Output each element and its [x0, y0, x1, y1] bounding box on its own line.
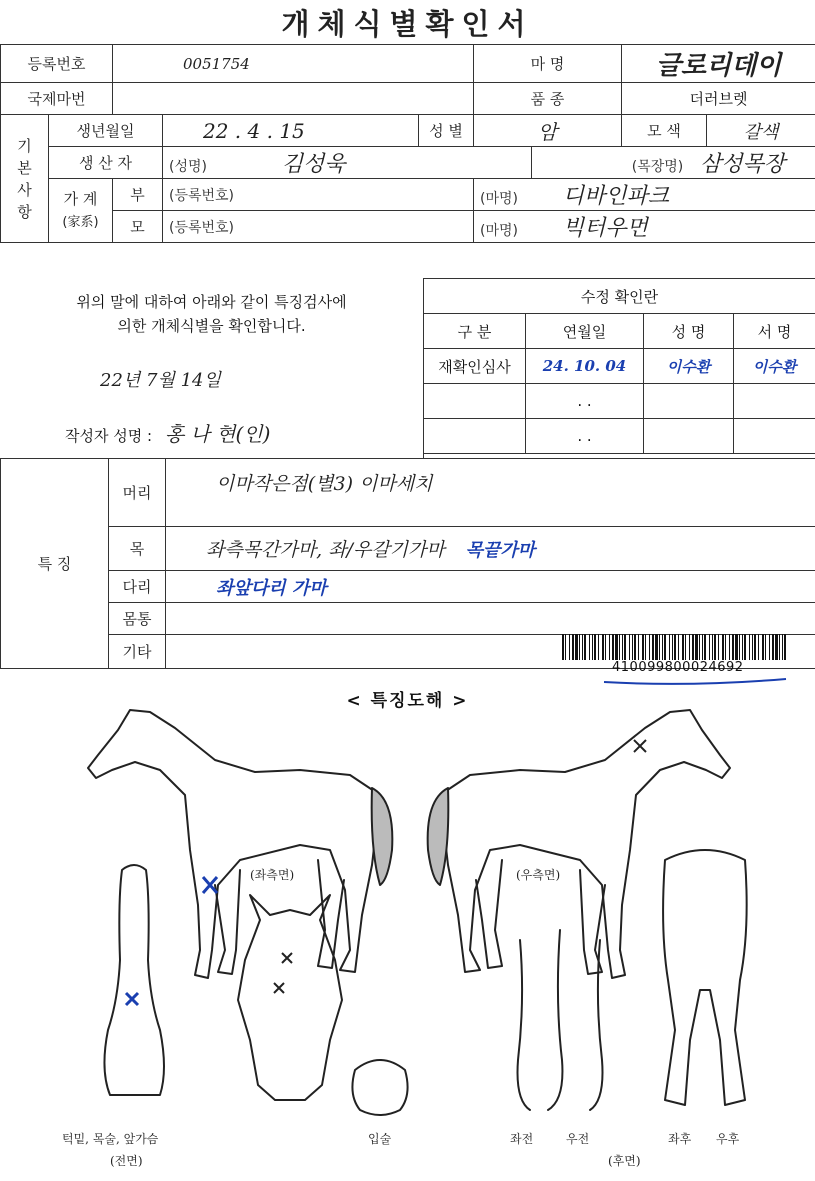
sire-name-label: (마명): [480, 191, 518, 207]
feature-part-head: 머리: [109, 459, 166, 527]
birth-date-label: 생년월일: [49, 115, 163, 147]
horse-diagram: [0, 700, 815, 1170]
barcode-bar: [775, 634, 778, 660]
barcode-bar: [735, 634, 738, 660]
hind-left-caption: 좌후: [668, 1132, 692, 1146]
pedigree-hanja: (家系): [62, 214, 99, 230]
revision-cell: [734, 384, 815, 419]
feature-part-leg: 다리: [109, 571, 166, 603]
feature-text-body: [166, 603, 815, 635]
features-label: 특 징: [1, 459, 109, 669]
birth-date-value: 22 . 4 . 15: [163, 115, 419, 147]
basic-info-label: 기 본 사 항: [1, 115, 49, 243]
declaration-date: 22년 7월 14일: [100, 370, 221, 391]
barcode-bar: [752, 634, 753, 660]
barcode-bar: [779, 634, 780, 660]
barcode-bar: [584, 634, 586, 660]
barcode-bar: [575, 634, 578, 660]
feature-text-head: 이마작은점(별3) 이마세치: [166, 459, 815, 527]
barcode-bar: [615, 634, 618, 660]
barcode-bar: [772, 634, 774, 660]
revision-cell: . .: [526, 384, 644, 419]
lips-caption: 입술: [368, 1132, 392, 1146]
dam-name-label: (마명): [480, 223, 518, 239]
barcode-bar: [699, 634, 700, 660]
declaration-section: [0, 278, 424, 458]
declaration-line-2: 의한 개체식별을 확인합니다.: [117, 317, 306, 335]
horse-name-label: 마 명: [474, 45, 622, 83]
front-view-caption: 턱밑, 목술, 앞가슴: [62, 1132, 159, 1146]
pedigree-label: [49, 179, 113, 243]
barcode-bar: [605, 634, 606, 660]
front-right-caption: 우전: [566, 1132, 590, 1146]
feature-blue-neck: 목끝가마: [465, 540, 536, 561]
barcode-bar: [652, 634, 654, 660]
barcode-bar: [784, 634, 786, 660]
barcode-bar: [732, 634, 734, 660]
reg-no-label: 등록번호: [1, 45, 113, 83]
barcode-bar: [602, 634, 604, 660]
revision-header: 수정 확인란: [424, 279, 815, 314]
revision-cell: 재확인심사: [424, 349, 526, 384]
barcode-bar: [714, 634, 716, 660]
barcode-bar: [619, 634, 620, 660]
sex-value: 암: [474, 115, 622, 147]
revision-cell: 이수환: [644, 349, 734, 384]
sire-name-value: 디바인파크: [562, 184, 670, 209]
dam-label: 모: [113, 211, 163, 243]
declaration-line-1: 위의 말에 대하여 아래와 같이 특징검사에: [76, 293, 347, 311]
lips-outline: [352, 1060, 407, 1115]
barcode-bar: [572, 634, 574, 660]
revision-col-type: 구 분: [424, 314, 526, 349]
breeder-name-label: (성명): [169, 159, 207, 175]
reg-no-value: 0051754: [113, 45, 474, 83]
revision-table: [423, 278, 815, 454]
revision-cell: . .: [526, 419, 644, 454]
left-side-horse-tail: [372, 788, 393, 885]
barcode-bar: [742, 634, 743, 660]
barcode-bar: [712, 634, 713, 660]
horse-name-value: 글로리데이: [622, 45, 815, 83]
farm-name-value: 삼성목장: [700, 152, 786, 177]
barcode-bar: [582, 634, 583, 660]
sex-label: 성 별: [419, 115, 474, 147]
barcode-bar: [632, 634, 633, 660]
feature-part-body: 몸통: [109, 603, 166, 635]
barcode-bar: [655, 634, 658, 660]
barcode-bar: [709, 634, 710, 660]
breeder-name-value: 김성욱: [281, 152, 346, 177]
barcode-bar: [739, 634, 740, 660]
front-legs-outline: [518, 930, 603, 1110]
barcode-bar: [579, 634, 580, 660]
barcode-bar: [695, 634, 698, 660]
feature-blue-leg: 좌앞다리 가마: [216, 577, 327, 599]
barcode-bar: [762, 634, 764, 660]
barcode-bar: [704, 634, 706, 660]
barcode-bar: [569, 634, 570, 660]
barcode-bar: [722, 634, 724, 660]
sire-label: 부: [113, 179, 163, 211]
right-side-caption: (우측면): [516, 868, 561, 882]
document-title: 개체식별확인서: [281, 7, 534, 41]
barcode-bar: [729, 634, 730, 660]
revision-cell: [424, 419, 526, 454]
front-view-subcaption: (전면): [110, 1154, 143, 1168]
barcode-bar: [612, 634, 614, 660]
barcode-bar: [782, 634, 783, 660]
hind-right-caption: 우후: [716, 1132, 740, 1146]
barcode-bar: [689, 634, 690, 660]
barcode: [562, 634, 790, 660]
barcode-bar: [609, 634, 610, 660]
barcode-bar: [692, 634, 694, 660]
revision-cell: [644, 419, 734, 454]
breed-value: 더러브렛: [622, 83, 815, 115]
barcode-bar: [672, 634, 673, 660]
rear-view-outline: [663, 850, 747, 1105]
barcode-bar: [702, 634, 703, 660]
diagram-title: < 특징도해 >: [346, 691, 469, 711]
revision-cell: 이수환: [734, 349, 815, 384]
barcode-bar: [682, 634, 684, 660]
intl-no-value: [113, 83, 474, 115]
barcode-bar: [664, 634, 666, 660]
barcode-bar: [674, 634, 676, 660]
barcode-bar: [634, 634, 636, 660]
feature-part-neck: 목: [109, 527, 166, 571]
barcode-bar: [669, 634, 670, 660]
barcode-bar: [629, 634, 630, 660]
barcode-bar: [749, 634, 750, 660]
rear-view-caption: (후면): [608, 1154, 641, 1168]
barcode-bar: [769, 634, 770, 660]
barcode-bar: [718, 634, 719, 660]
left-side-caption: (좌측면): [250, 868, 295, 882]
revision-cell: [734, 419, 815, 454]
barcode-bar: [592, 634, 593, 660]
dam-reg-label: (등록번호): [169, 219, 235, 236]
barcode-bar: [598, 634, 599, 660]
coat-value: 갈색: [707, 115, 815, 147]
barcode-bar: [765, 634, 766, 660]
barcode-bar: [594, 634, 596, 660]
blue-marks: [126, 877, 217, 1005]
revision-col-sign: 서 명: [734, 314, 815, 349]
barcode-bar: [645, 634, 646, 660]
feature-text-neck: 좌측목간가마, 좌/우갈기가마: [206, 539, 445, 561]
barcode-bar: [662, 634, 663, 660]
barcode-bar: [624, 634, 626, 660]
breeder-label: 생 산 자: [49, 147, 163, 179]
head-front-outline: [238, 895, 342, 1100]
barcode-bar: [638, 634, 639, 660]
pedigree-text: 가 계: [63, 189, 98, 208]
breed-label: 품 종: [474, 83, 622, 115]
coat-label: 모 색: [622, 115, 707, 147]
right-side-horse-tail: [428, 788, 449, 885]
barcode-bar: [642, 634, 644, 660]
barcode-number: 410099800024692: [612, 660, 744, 675]
farm-name-label: (목장명): [631, 159, 684, 175]
barcode-bar: [725, 634, 726, 660]
front-left-caption: 좌전: [510, 1132, 534, 1146]
barcode-bar: [758, 634, 759, 660]
barcode-bar: [562, 634, 564, 660]
author-line: [65, 418, 270, 447]
barcode-bar: [659, 634, 660, 660]
front-view-outline: [104, 865, 164, 1095]
intl-no-label: 국제마번: [1, 83, 113, 115]
feature-part-other: 기타: [109, 635, 166, 669]
barcode-bar: [565, 634, 566, 660]
registration-table: [0, 44, 815, 243]
revision-col-date: 연월일: [526, 314, 644, 349]
barcode-bar: [589, 634, 590, 660]
barcode-bar: [754, 634, 756, 660]
revision-cell: 24. 10. 04: [526, 349, 644, 384]
revision-cell: [644, 384, 734, 419]
sire-reg-label: (등록번호): [169, 187, 235, 204]
revision-cell: [424, 384, 526, 419]
revision-col-name: 성 명: [644, 314, 734, 349]
author-label: 작성자 성명 :: [65, 427, 153, 445]
barcode-bar: [622, 634, 623, 660]
barcode-bar: [685, 634, 686, 660]
dam-name-value: 빅터우먼: [562, 216, 648, 241]
barcode-bar: [678, 634, 679, 660]
barcode-bar: [744, 634, 746, 660]
black-marks: [274, 740, 646, 993]
author-signature: 홍 나 현(인): [164, 422, 271, 446]
barcode-bar: [649, 634, 650, 660]
